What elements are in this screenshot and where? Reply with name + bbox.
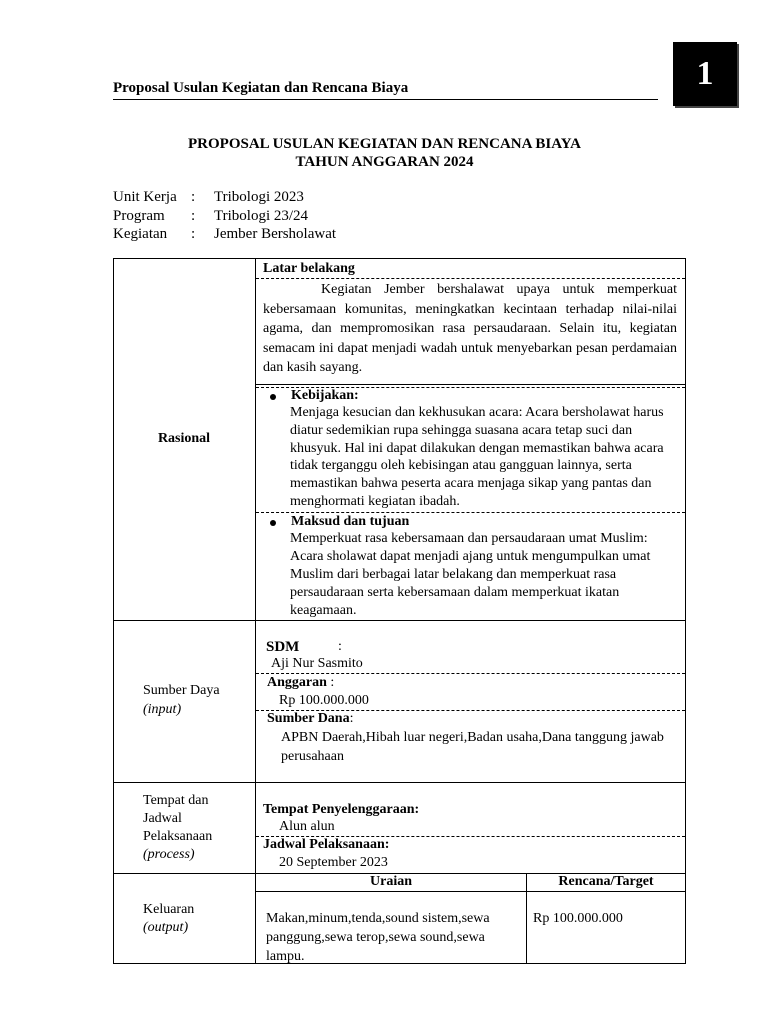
jadwal-heading: Jadwal Pelaksanaan: <box>263 837 390 852</box>
sdm-value: Aji Nur Sasmito <box>271 656 363 671</box>
kebijakan-text: Menjaga kesucian dan kekhusukan acara: Acara bersholawat harus diatur sedemikian rupa sehingga suasana acara tetap suci dan khusyuk. Hal ini dapat dilakukan dengan memastikan bahwa acara tidak terganggu oleh kebisingan atau gangguan lainnya, serta memastikan bahwa peserta acara menjaga sikap yang pantas dan menghormati kegiatan ibadah. <box>290 405 664 509</box>
meta-colon: : <box>191 189 196 205</box>
row-divider-rasional <box>113 620 686 621</box>
row-label-tempat-line3: Pelaksanaan <box>143 829 213 844</box>
meta-value: Tribologi 2023 <box>214 189 304 205</box>
row-sublabel-process: (process) <box>143 847 195 862</box>
maksud-tujuan-text: Memperkuat rasa kebersamaan dan persaudaraan umat Muslim: Acara sholawat dapat menjadi ajang untuk mengumpulkan umat Muslim dari berbagai latar belakang dan memperkuat rasa persaudaraan serta kebersamaan dalam memperkuat ikatan keagamaan. <box>290 531 651 618</box>
column-header-uraian: Uraian <box>370 874 412 889</box>
latar-belakang-text: Kegiatan Jember bershalawat upaya untuk memperkuat kebersamaan komunitas, meningkatkan kecintaan terhadap nilai-nilai agama, dan mempromosikan rasa persaudaraan. Selain itu, kegiatan semacam ini dapat menjadi wadah untuk menyebarkan pesan perdamaian dan kasih sayang. <box>263 282 677 375</box>
dashed-divider <box>256 278 685 279</box>
row-divider-sumber-daya <box>113 782 686 783</box>
anggaran-colon: : <box>326 675 335 690</box>
uraian-value: Makan,minum,tenda,sound sistem,sewa panggung,sewa terop,sewa sound,sewa lampu. <box>266 911 490 964</box>
meta-label: Unit Kerja <box>113 189 177 205</box>
row-sublabel-input: (input) <box>143 702 182 717</box>
meta-label: Kegiatan <box>113 226 168 242</box>
sdm-colon: : <box>338 639 342 654</box>
meta-value: Tribologi 23/24 <box>214 208 309 224</box>
bullet-icon <box>270 520 276 526</box>
document-title-line2: TAHUN ANGGARAN 2024 <box>295 154 474 170</box>
sumber-dana-label <box>267 710 353 728</box>
running-header: Proposal Usulan Kegiatan dan Rencana Biaya <box>113 80 409 96</box>
anggaran-value: Rp 100.000.000 <box>279 693 369 708</box>
meta-value: Jember Bersholawat <box>214 226 337 242</box>
anggaran-label <box>267 674 334 692</box>
sumber-dana-value: APBN Daerah,Hibah luar negeri,Badan usaha,Dana tanggung jawab perusahaan <box>281 730 664 764</box>
tempat-heading: Tempat Penyelenggaraan: <box>263 802 420 817</box>
column-header-rencana-target: Rencana/Target <box>558 874 654 889</box>
sdm-heading: SDM <box>266 639 300 655</box>
table-border-left <box>113 258 114 964</box>
row-sublabel-output: (output) <box>143 920 189 935</box>
sumber-dana-colon: : <box>349 711 354 726</box>
row-label-tempat-line1: Tempat dan <box>143 793 209 808</box>
bullet-icon <box>270 394 276 400</box>
meta-colon: : <box>191 208 196 224</box>
latar-belakang-heading: Latar belakang <box>263 261 355 276</box>
meta-colon: : <box>191 226 196 242</box>
row-label-rasional: Rasional <box>157 431 211 446</box>
proposal-table <box>113 258 686 964</box>
page-number-badge: 1 <box>673 42 737 106</box>
document-title-line1: PROPOSAL USULAN KEGIATAN DAN RENCANA BIAYA <box>188 136 581 152</box>
row-label-tempat-line2: Jadwal <box>143 811 182 826</box>
tempat-value: Alun alun <box>279 819 335 834</box>
row-label-keluaran: Keluaran <box>143 902 195 917</box>
header-rule <box>113 99 658 100</box>
maksud-tujuan-heading: Maksud dan tujuan <box>291 514 410 529</box>
anggaran-heading: Anggaran <box>267 675 327 690</box>
table-column-divider <box>255 258 256 964</box>
keluaran-header-divider <box>255 891 686 892</box>
meta-label: Program <box>113 208 165 224</box>
row-label-sumber-daya: Sumber Daya <box>143 683 220 698</box>
sumber-dana-heading: Sumber Dana <box>267 711 350 726</box>
table-border-top <box>113 258 686 259</box>
rencana-target-value: Rp 100.000.000 <box>533 911 623 926</box>
table-border-right <box>685 258 686 964</box>
latar-divider <box>255 384 686 385</box>
kebijakan-heading: Kebijakan: <box>291 388 359 403</box>
jadwal-value: 20 September 2023 <box>279 855 388 870</box>
